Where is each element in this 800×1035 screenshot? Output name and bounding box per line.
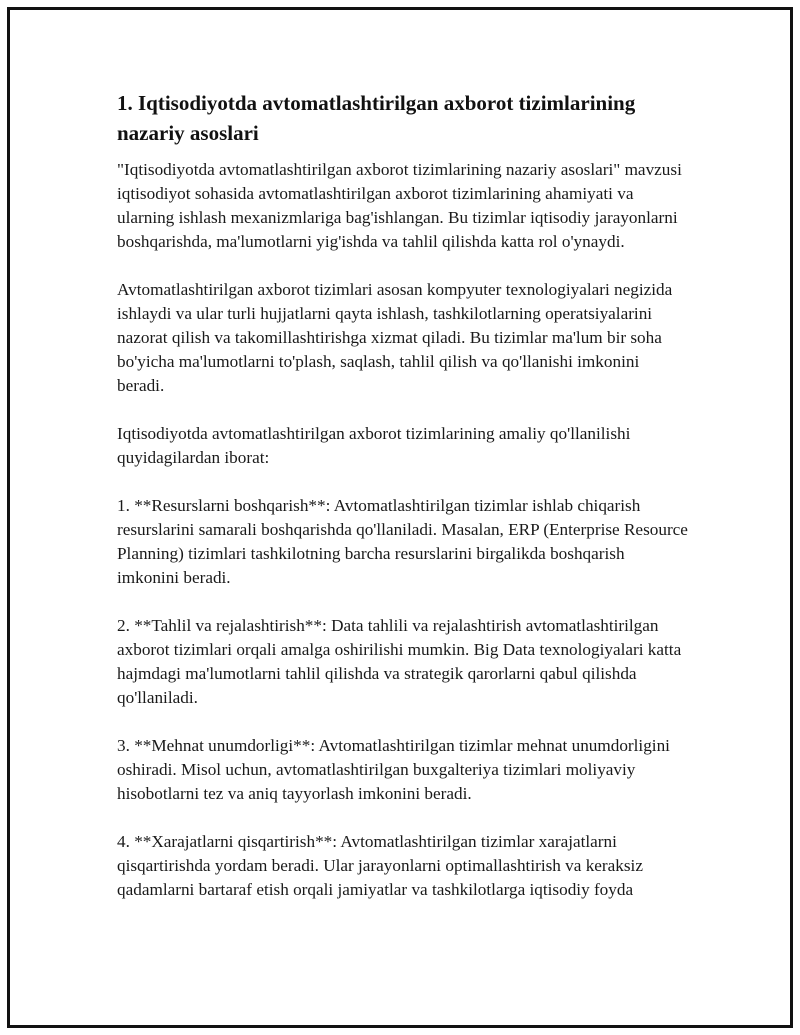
- list-item-productivity: 3. **Mehnat unumdorligi**: Avtomatlashtirilgan tizimlar mehnat unumdorligini oshiradi. Misol uchun, avtomatlashtirilgan buxgalteriya tizimlari moliyaviy hisobotlarni tez va aniq tayyorlash imkonini beradi.: [117, 736, 670, 803]
- list-item-analysis: 2. **Tahlil va rejalashtirish**: Data tahlili va rejalashtirish avtomatlashtirilgan axborot tizimlari orqali amalga oshirilishi mumkin. Big Data texnologiyalari katta hajmdagi ma'lumotlarni tahlil qilishda va strategik qarorlarni qabul qilishda qo'llaniladi.: [117, 616, 682, 707]
- paragraph-intro: "Iqtisodiyotda avtomatlashtirilgan axborot tizimlarining nazariy asoslari" mavzusi iqtisodiyot sohasida avtomatlashtirilgan axborot tizimlarining ahamiyati va ularning ishlash mexanizmlariga bag'ishlangan. Bu tizimlar iqtisodiy jarayonlarni boshqarishda, ma'lumotlarni yig'ishda va tahlil qilishda katta rol o'ynaydi.: [117, 160, 682, 251]
- list-item-resources: 1. **Resurslarni boshqarish**: Avtomatlashtirilgan tizimlar ishlab chiqarish resurslarini samarali boshqarishda qo'llaniladi. Masalan, ERP (Enterprise Resource Planning) tizimlari tashkilotning barcha resurslarini birgalikda boshqarish imkonini beradi.: [117, 496, 688, 587]
- paragraph-applications: Iqtisodiyotda avtomatlashtirilgan axborot tizimlarining amaliy qo'llanilishi quyidagilardan iborat:: [117, 424, 631, 467]
- section-heading: 1. Iqtisodiyotda avtomatlashtirilgan axborot tizimlarining nazariy asoslari: [117, 91, 636, 145]
- paragraph-overview: Avtomatlashtirilgan axborot tizimlari asosan kompyuter texnologiyalari negizida ishlaydi va ular turli hujjatlarni qayta ishlash, tashkilotlarning operatsiyalarini nazorat qilish va takomillashtirishga xizmat qiladi. Bu tizimlar ma'lum bir soha bo'yicha ma'lumotlarni to'plash, saqlash, tahlil qilish va qo'llanishi imkonini beradi.: [117, 280, 673, 395]
- list-item-costs: 4. **Xarajatlarni qisqartirish**: Avtomatlashtirilgan tizimlar xarajatlarni qisqartirishda yordam beradi. Ular jarayonlarni optimallashtirish va keraksiz qadamlarni bartaraf etish orqali jamiyatlar va tashkilotlarga iqtisodiy foyda: [117, 832, 643, 899]
- document-body: [110, 88, 690, 926]
